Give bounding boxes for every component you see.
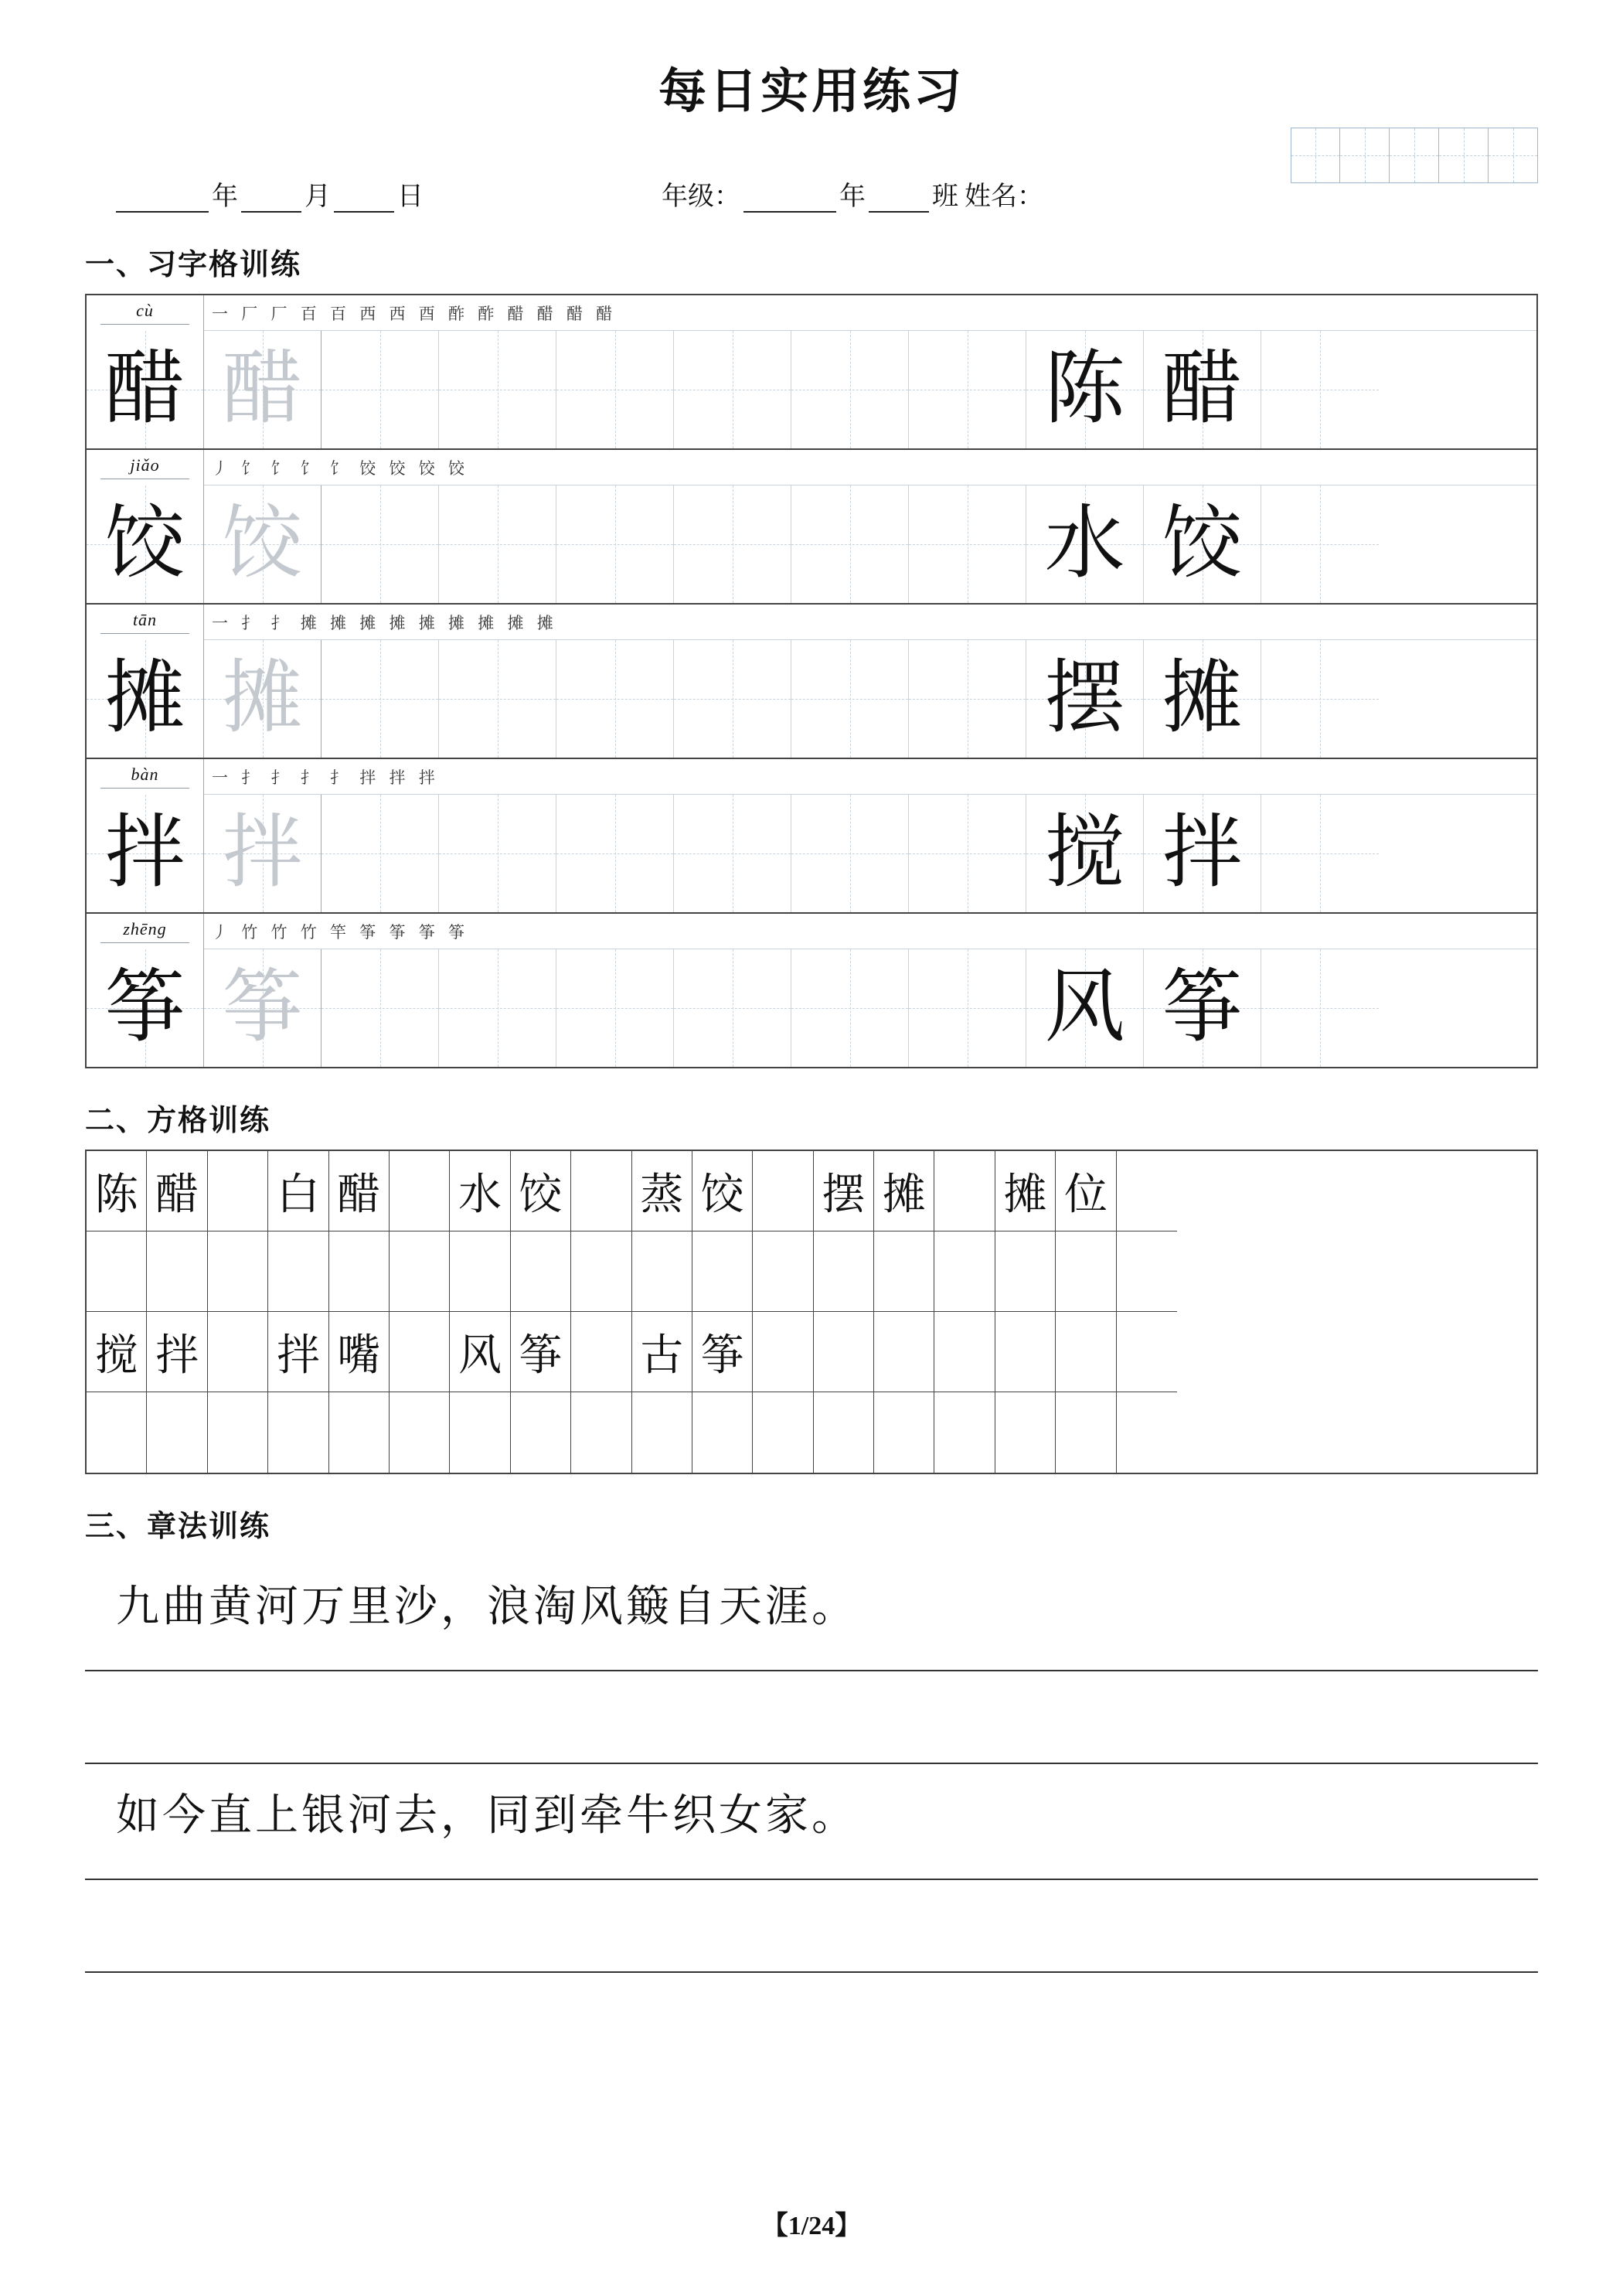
word-character-1: 搅 xyxy=(1044,809,1125,898)
grid-cell-empty[interactable] xyxy=(874,1312,934,1392)
day-label: 日 xyxy=(397,182,424,211)
grid-cell-filled[interactable]: 摊 xyxy=(874,1151,934,1231)
practice-cell[interactable] xyxy=(674,795,791,912)
practice-cell[interactable] xyxy=(1026,949,1144,1067)
grid-cell-filled[interactable]: 位 xyxy=(1056,1151,1116,1231)
grid-cell-empty[interactable] xyxy=(268,1392,328,1473)
pinyin-stroke-strip xyxy=(87,914,1536,949)
grid-cell-filled[interactable]: 饺 xyxy=(692,1151,753,1231)
grid-cell-filled[interactable]: 筝 xyxy=(692,1312,753,1392)
cell-guide-horizontal xyxy=(322,853,438,854)
pinyin-stroke-strip xyxy=(87,605,1536,640)
practice-cell[interactable] xyxy=(1026,795,1144,912)
trace-character: 筝 xyxy=(222,963,303,1052)
practice-cell[interactable] xyxy=(1026,640,1144,758)
practice-row xyxy=(87,295,1536,450)
grid-cell-empty[interactable] xyxy=(1117,1312,1177,1392)
class-label: 班 xyxy=(932,182,958,211)
grid-cell-empty[interactable] xyxy=(874,1231,934,1312)
grid-cell-empty[interactable] xyxy=(147,1231,207,1312)
composition-line-2 xyxy=(85,1764,1538,1880)
model-character: 拌 xyxy=(104,809,185,898)
practice-cell[interactable] xyxy=(1026,331,1144,448)
name-cell[interactable] xyxy=(1489,128,1538,183)
grid-cell-empty[interactable] xyxy=(995,1392,1056,1473)
grid-cell-empty[interactable] xyxy=(753,1392,813,1473)
word-character-1: 水 xyxy=(1044,499,1125,588)
grid-cell-empty[interactable] xyxy=(814,1312,874,1392)
trace-character: 饺 xyxy=(222,499,303,588)
grid-cell-filled[interactable]: 摆 xyxy=(814,1151,874,1231)
grid-cell-empty[interactable] xyxy=(87,1231,147,1312)
practice-cell-row xyxy=(87,640,1536,758)
practice-cell[interactable] xyxy=(556,640,674,758)
stroke-order-sequence: 一 扌 扌 扌 扌 拌 拌 拌 xyxy=(204,759,1536,795)
practice-cell[interactable] xyxy=(322,795,439,912)
practice-cell[interactable] xyxy=(674,485,791,603)
grade-blank[interactable] xyxy=(743,211,836,213)
grid-cell-empty[interactable] xyxy=(814,1231,874,1312)
grid-cell-empty[interactable] xyxy=(208,1231,268,1312)
grid-cell-empty[interactable] xyxy=(390,1392,450,1473)
model-character: 摊 xyxy=(104,654,185,743)
grid-cell-filled[interactable]: 古 xyxy=(632,1312,692,1392)
practice-cell-row xyxy=(87,331,1536,448)
grid-row xyxy=(87,1392,1536,1473)
grid-cell-filled[interactable]: 饺 xyxy=(511,1151,571,1231)
cell-guide-horizontal xyxy=(909,1008,1026,1009)
grid-cell-empty[interactable] xyxy=(390,1231,450,1312)
practice-cell[interactable] xyxy=(87,485,204,603)
practice-row xyxy=(87,450,1536,605)
grid-cell-filled[interactable]: 白 xyxy=(268,1151,328,1231)
practice-cell[interactable] xyxy=(204,331,322,448)
grid-cell-empty[interactable] xyxy=(511,1392,571,1473)
pinyin-text: cù xyxy=(136,301,154,320)
cell-guide-horizontal xyxy=(791,1008,908,1009)
practice-cell-row xyxy=(87,485,1536,603)
practice-cell-row xyxy=(87,795,1536,912)
grid-cell-empty[interactable] xyxy=(511,1231,571,1312)
grid-cell-empty[interactable] xyxy=(1056,1312,1116,1392)
grade-year-label: 年 xyxy=(839,182,866,211)
grid-cell-empty[interactable] xyxy=(995,1231,1056,1312)
practice-row xyxy=(87,914,1536,1068)
practice-cell[interactable] xyxy=(1261,949,1379,1067)
cell-guide-horizontal xyxy=(1261,544,1379,545)
cell-guide-horizontal xyxy=(556,1008,673,1009)
grid-cell-filled[interactable]: 拌 xyxy=(147,1312,207,1392)
practice-cell[interactable] xyxy=(791,795,909,912)
grid-cell-empty[interactable] xyxy=(450,1231,510,1312)
pinyin-text: bàn xyxy=(131,765,159,784)
grid-cell-empty[interactable] xyxy=(692,1392,753,1473)
cell-guide-horizontal xyxy=(1261,699,1379,700)
grid-cell-empty[interactable] xyxy=(874,1392,934,1473)
grid-cell-empty[interactable] xyxy=(934,1312,995,1392)
cell-guide-horizontal xyxy=(322,544,438,545)
pinyin-text: zhēng xyxy=(123,919,167,938)
practice-cell[interactable] xyxy=(791,331,909,448)
section-heading-3: 三、章法训练 xyxy=(85,1511,271,1543)
cell-guide-horizontal xyxy=(556,544,673,545)
model-character: 饺 xyxy=(104,499,185,588)
model-character: 醋 xyxy=(104,345,185,434)
pinyin-stroke-strip xyxy=(87,295,1536,331)
practice-cell[interactable] xyxy=(204,795,322,912)
grid-cell-empty[interactable] xyxy=(814,1392,874,1473)
practice-cell[interactable] xyxy=(1144,331,1261,448)
composition-rule xyxy=(85,1971,1538,1973)
grid-cell-empty[interactable] xyxy=(147,1392,207,1473)
word-character-2: 饺 xyxy=(1162,499,1243,588)
section-heading-1: 一、习字格训练 xyxy=(85,249,302,281)
pinyin-label xyxy=(87,605,204,640)
stroke-order-sequence: 丿 饣 饣 饣 饣 饺 饺 饺 饺 xyxy=(204,450,1536,485)
grid-cell-empty[interactable] xyxy=(87,1392,147,1473)
practice-cell[interactable] xyxy=(322,640,439,758)
date-year-blank[interactable] xyxy=(116,211,209,213)
cell-guide-horizontal xyxy=(556,853,673,854)
date-month-blank[interactable] xyxy=(241,211,301,213)
grid-cell-filled[interactable]: 蒸 xyxy=(632,1151,692,1231)
practice-cell[interactable] xyxy=(322,331,439,448)
stroke-practice-table xyxy=(85,294,1538,1068)
practice-cell[interactable] xyxy=(439,640,556,758)
grid-cell-empty[interactable] xyxy=(571,1312,631,1392)
practice-cell-row xyxy=(87,949,1536,1067)
practice-cell[interactable] xyxy=(87,331,204,448)
grid-cell-empty[interactable] xyxy=(934,1151,995,1231)
model-character: 筝 xyxy=(104,963,185,1052)
cell-guide-horizontal xyxy=(439,544,556,545)
grid-cell-empty[interactable] xyxy=(1056,1392,1116,1473)
square-grid-table xyxy=(85,1150,1538,1474)
grid-cell-filled[interactable]: 水 xyxy=(450,1151,510,1231)
grid-cell-empty[interactable] xyxy=(934,1392,995,1473)
practice-cell[interactable] xyxy=(791,485,909,603)
grade-label: 年级： xyxy=(662,182,740,211)
practice-cell[interactable] xyxy=(556,485,674,603)
grid-cell-empty[interactable] xyxy=(390,1312,450,1392)
grid-cell-empty[interactable] xyxy=(753,1231,813,1312)
name-cell[interactable] xyxy=(1291,128,1340,183)
word-character-2: 筝 xyxy=(1162,963,1243,1052)
grid-cell-empty[interactable] xyxy=(1117,1231,1177,1312)
practice-cell[interactable] xyxy=(674,640,791,758)
name-label: 姓名： xyxy=(965,182,1043,211)
practice-cell[interactable] xyxy=(556,331,674,448)
cell-guide-horizontal xyxy=(556,699,673,700)
grid-cell-empty[interactable] xyxy=(1056,1231,1116,1312)
grid-cell-filled[interactable]: 搅 xyxy=(87,1312,147,1392)
word-character-1: 摆 xyxy=(1044,654,1125,743)
grid-cell-empty[interactable] xyxy=(571,1231,631,1312)
practice-cell[interactable] xyxy=(909,795,1026,912)
word-character-2: 拌 xyxy=(1162,809,1243,898)
composition-blank-2[interactable] xyxy=(85,1880,1538,1973)
grid-cell-filled[interactable]: 嘴 xyxy=(329,1312,390,1392)
pinyin-stroke-strip xyxy=(87,759,1536,795)
grid-cell-empty[interactable] xyxy=(692,1231,753,1312)
cell-guide-horizontal xyxy=(674,853,791,854)
page-number: 【1/24】 xyxy=(761,2212,862,2240)
grid-cell-empty[interactable] xyxy=(632,1231,692,1312)
class-blank[interactable] xyxy=(869,211,929,213)
practice-cell[interactable] xyxy=(791,949,909,1067)
grid-row xyxy=(87,1231,1536,1312)
pinyin-text: tān xyxy=(132,610,158,629)
practice-cell[interactable] xyxy=(439,949,556,1067)
cell-guide-horizontal xyxy=(439,853,556,854)
composition-text-1: 九曲黄河万里沙，浪淘风簸自天涯。 xyxy=(116,1583,858,1631)
page-title: 每日实用练习 xyxy=(658,66,965,118)
practice-cell[interactable] xyxy=(909,640,1026,758)
grid-cell-filled[interactable]: 拌 xyxy=(268,1312,328,1392)
cell-guide-horizontal xyxy=(674,699,791,700)
practice-cell[interactable] xyxy=(204,485,322,603)
practice-cell[interactable] xyxy=(439,795,556,912)
name-grid[interactable] xyxy=(1291,128,1538,183)
stroke-order-sequence: 丿 竹 竹 竹 竿 筝 筝 筝 筝 xyxy=(204,914,1536,949)
grid-cell-empty[interactable] xyxy=(995,1312,1056,1392)
pinyin-stroke-strip xyxy=(87,450,1536,485)
grid-cell-empty[interactable] xyxy=(268,1231,328,1312)
practice-cell[interactable] xyxy=(1261,485,1379,603)
cell-guide-horizontal xyxy=(791,544,908,545)
name-cell[interactable] xyxy=(1439,128,1489,183)
grid-cell-empty[interactable] xyxy=(753,1151,813,1231)
practice-cell[interactable] xyxy=(1261,331,1379,448)
grid-cell-empty[interactable] xyxy=(1117,1151,1177,1231)
grid-cell-empty[interactable] xyxy=(208,1392,268,1473)
grid-cell-filled[interactable]: 醋 xyxy=(147,1151,207,1231)
practice-cell[interactable] xyxy=(87,949,204,1067)
info-row xyxy=(85,158,1538,213)
grid-cell-empty[interactable] xyxy=(390,1151,450,1231)
practice-cell[interactable] xyxy=(909,949,1026,1067)
practice-cell[interactable] xyxy=(322,485,439,603)
grid-cell-empty[interactable] xyxy=(571,1392,631,1473)
grid-cell-filled[interactable]: 风 xyxy=(450,1312,510,1392)
cell-guide-horizontal xyxy=(909,544,1026,545)
word-character-2: 醋 xyxy=(1162,345,1243,434)
section-heading-2: 二、方格训练 xyxy=(85,1105,271,1137)
practice-cell[interactable] xyxy=(909,485,1026,603)
stroke-order-sequence: 一 厂 厂 百 百 西 西 酉 酢 酢 醋 醋 醋 醋 xyxy=(204,295,1536,331)
trace-character: 摊 xyxy=(222,654,303,743)
grid-cell-empty[interactable] xyxy=(571,1151,631,1231)
pinyin-label xyxy=(87,450,204,485)
grid-cell-empty[interactable] xyxy=(329,1392,390,1473)
cell-guide-horizontal xyxy=(322,699,438,700)
practice-cell[interactable] xyxy=(87,640,204,758)
practice-cell[interactable] xyxy=(322,949,439,1067)
cell-guide-horizontal xyxy=(674,544,791,545)
grid-cell-empty[interactable] xyxy=(753,1312,813,1392)
practice-cell[interactable] xyxy=(791,640,909,758)
grid-cell-filled[interactable]: 陈 xyxy=(87,1151,147,1231)
pinyin-text: jiǎo xyxy=(130,455,160,475)
cell-guide-horizontal xyxy=(439,699,556,700)
practice-cell[interactable] xyxy=(439,485,556,603)
pinyin-label xyxy=(87,914,204,949)
practice-cell[interactable] xyxy=(674,331,791,448)
grid-cell-empty[interactable] xyxy=(934,1231,995,1312)
pinyin-label xyxy=(87,295,204,331)
grid-row xyxy=(87,1151,1536,1231)
grid-cell-empty[interactable] xyxy=(208,1312,268,1392)
grid-row xyxy=(87,1312,1536,1392)
name-cell[interactable] xyxy=(1390,128,1439,183)
practice-cell[interactable] xyxy=(1144,640,1261,758)
cell-guide-horizontal xyxy=(322,1008,438,1009)
date-day-blank[interactable] xyxy=(334,211,394,213)
practice-cell[interactable] xyxy=(556,949,674,1067)
grid-cell-filled[interactable]: 醋 xyxy=(329,1151,390,1231)
practice-cell[interactable] xyxy=(1026,485,1144,603)
practice-cell[interactable] xyxy=(1144,949,1261,1067)
grid-cell-filled[interactable]: 摊 xyxy=(995,1151,1056,1231)
grade-block xyxy=(658,175,1046,213)
practice-cell[interactable] xyxy=(556,795,674,912)
cell-guide-horizontal xyxy=(791,699,908,700)
grid-cell-empty[interactable] xyxy=(329,1231,390,1312)
practice-cell[interactable] xyxy=(439,331,556,448)
grid-cell-empty[interactable] xyxy=(1117,1392,1177,1473)
grid-cell-empty[interactable] xyxy=(208,1151,268,1231)
practice-cell[interactable] xyxy=(1261,795,1379,912)
stroke-order-sequence: 一 扌 扌 摊 摊 摊 摊 摊 摊 摊 摊 摊 xyxy=(204,605,1536,640)
practice-row xyxy=(87,759,1536,914)
word-character-1: 陈 xyxy=(1044,345,1125,434)
practice-cell[interactable] xyxy=(1144,485,1261,603)
word-character-2: 摊 xyxy=(1162,654,1243,743)
grid-cell-filled[interactable]: 筝 xyxy=(511,1312,571,1392)
word-character-1: 风 xyxy=(1044,963,1125,1052)
practice-row xyxy=(87,605,1536,759)
cell-guide-horizontal xyxy=(909,699,1026,700)
cell-guide-horizontal xyxy=(1261,853,1379,854)
composition-area xyxy=(85,1555,1538,1973)
composition-blank-1[interactable] xyxy=(85,1671,1538,1764)
practice-cell[interactable] xyxy=(204,640,322,758)
cell-guide-horizontal xyxy=(1261,1008,1379,1009)
grid-cell-empty[interactable] xyxy=(632,1392,692,1473)
composition-text-2: 如今直上银河去，同到牵牛织女家。 xyxy=(116,1792,858,1840)
name-cell[interactable] xyxy=(1340,128,1390,183)
composition-line-1 xyxy=(85,1555,1538,1671)
practice-cell[interactable] xyxy=(204,949,322,1067)
trace-character: 拌 xyxy=(222,809,303,898)
grid-cell-empty[interactable] xyxy=(450,1392,510,1473)
date-block xyxy=(116,175,427,213)
practice-cell[interactable] xyxy=(87,795,204,912)
cell-guide-horizontal xyxy=(791,853,908,854)
year-label: 年 xyxy=(212,182,238,211)
month-label: 月 xyxy=(305,182,331,211)
trace-character: 醋 xyxy=(222,345,303,434)
cell-guide-horizontal xyxy=(674,1008,791,1009)
cell-guide-horizontal xyxy=(439,1008,556,1009)
pinyin-label xyxy=(87,759,204,795)
practice-cell[interactable] xyxy=(674,949,791,1067)
cell-guide-horizontal xyxy=(909,853,1026,854)
practice-cell[interactable] xyxy=(909,331,1026,448)
practice-cell[interactable] xyxy=(1144,795,1261,912)
practice-cell[interactable] xyxy=(1261,640,1379,758)
